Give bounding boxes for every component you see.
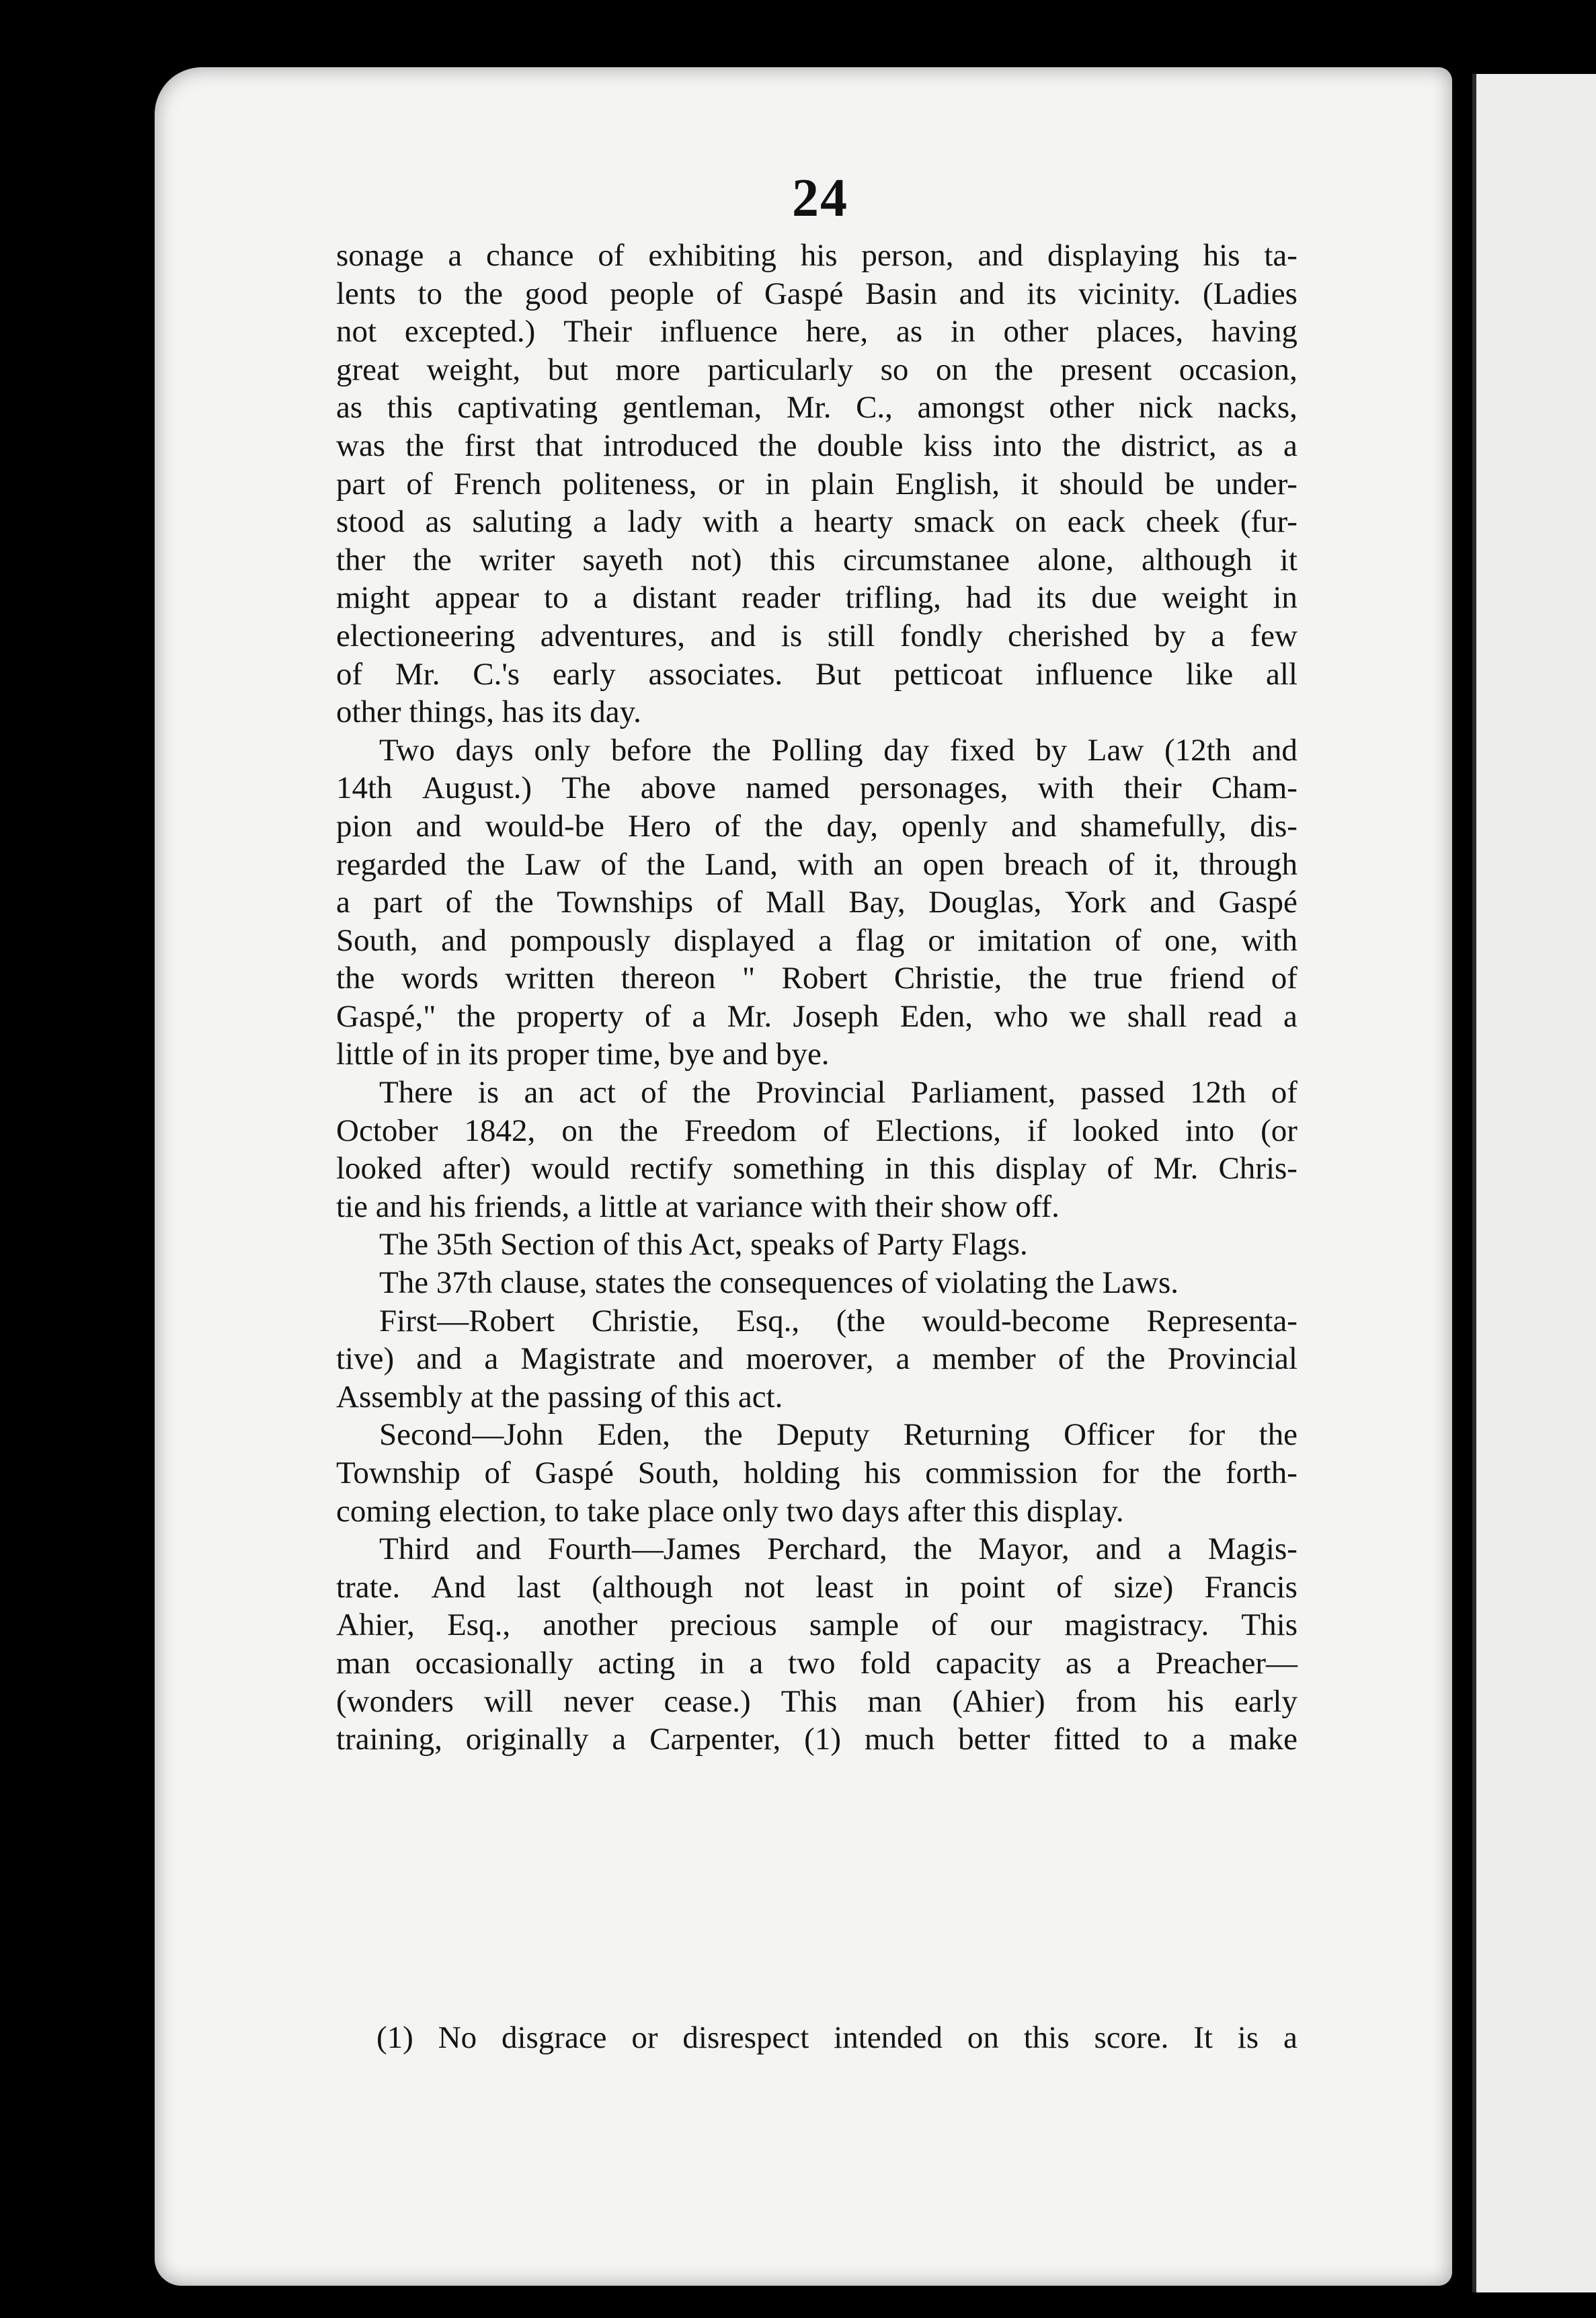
text-line: great weight, but more particularly so on the present occasion, (336, 352, 1298, 387)
text-line: South, and pompously displayed a flag or imitation of one, with (336, 922, 1298, 958)
text-line: Two days only before the Polling day fixed by Law (12th and (379, 732, 1298, 768)
text-line: a part of the Townships of Mall Bay, Douglas, York and Gaspé (336, 885, 1298, 920)
text-line: 14th August.) The above named personages, with their Cham- (336, 770, 1298, 806)
text-line: regarded the Law of the Land, with an open breach of it, through (336, 846, 1298, 882)
text-line: was the first that introduced the double kiss into the district, as a (336, 428, 1298, 463)
body-text (336, 237, 1298, 1759)
text-line: Assembly at the passing of this act. (336, 1379, 783, 1414)
text-line: tive) and a Magistrate and moerover, a member of the Provincial (336, 1341, 1298, 1377)
text-line: part of French politeness, or in plain English, it should be under- (336, 466, 1298, 502)
text-line: trate. And last (although not least in point of size) Francis (336, 1569, 1298, 1605)
text-line: lents to the good people of Gaspé Basin and its vicinity. (Ladies (336, 276, 1298, 311)
text-line: man occasionally acting in a two fold capacity as a Preacher— (336, 1645, 1298, 1681)
text-line: Second—John Eden, the Deputy Returning Officer for the (379, 1417, 1298, 1453)
text-line: electioneering adventures, and is still fondly cherished by a few (336, 618, 1298, 653)
text-line: There is an act of the Provincial Parliament, passed 12th of (379, 1075, 1298, 1111)
text-line: The 37th clause, states the consequences of violating the Laws. (379, 1265, 1179, 1301)
text-line: of Mr. C.'s early associates. But petticoat influence like all (336, 656, 1298, 692)
text-line: little of in its proper time, bye and bye. (336, 1037, 830, 1072)
text-line: training, originally a Carpenter, (1) much better fitted to a make (336, 1722, 1298, 1757)
page-number: 24 (792, 169, 848, 228)
text-line: October 1842, on the Freedom of Elections, if looked into (or (336, 1113, 1298, 1148)
text-line: might appear to a distant reader trifling, had its due weight in (336, 580, 1298, 616)
text-line: sonage a chance of exhibiting his person, and displaying his ta- (336, 238, 1298, 273)
text-line: Gaspé," the property of a Mr. Joseph Eden, who we shall read a (336, 998, 1298, 1034)
text-line: the words written thereon " Robert Christie, the true friend of (336, 961, 1298, 996)
text-line: other things, has its day. (336, 694, 641, 730)
footnote: (1) No disgrace or disrespect intended on this score. It is a (376, 2020, 1298, 2055)
text-line: ther the writer sayeth not) this circumstanee alone, although it (336, 542, 1298, 577)
text-line: tie and his friends, a little at variance with their show off. (336, 1189, 1060, 1224)
text-line: Ahier, Esq., another precious sample of our magistracy. This (336, 1607, 1298, 1643)
text-line: stood as saluting a lady with a hearty smack on eack cheek (fur- (336, 504, 1298, 540)
text-line: (wonders will never cease.) This man (Ahier) from his early (336, 1683, 1298, 1719)
text-line: First—Robert Christie, Esq., (the would-become Representa- (379, 1303, 1298, 1338)
text-line: The 35th Section of this Act, speaks of Party Flags. (379, 1227, 1028, 1263)
text-line: Township of Gaspé South, holding his commission for the forth- (336, 1455, 1298, 1490)
text-line: coming election, to take place only two days after this display. (336, 1493, 1124, 1529)
text-line: not excepted.) Their influence here, as in other places, having (336, 314, 1298, 350)
text-line: looked after) would rectify something in this display of Mr. Chris- (336, 1151, 1298, 1187)
text-line: Third and Fourth—James Perchard, the Mayor, and a Magis- (379, 1531, 1298, 1567)
adjacent-page-edge (1472, 74, 1596, 2292)
text-line: pion and would-be Hero of the day, openly and shamefully, dis- (336, 808, 1298, 844)
text-line: as this captivating gentleman, Mr. C., amongst other nick nacks, (336, 390, 1298, 426)
